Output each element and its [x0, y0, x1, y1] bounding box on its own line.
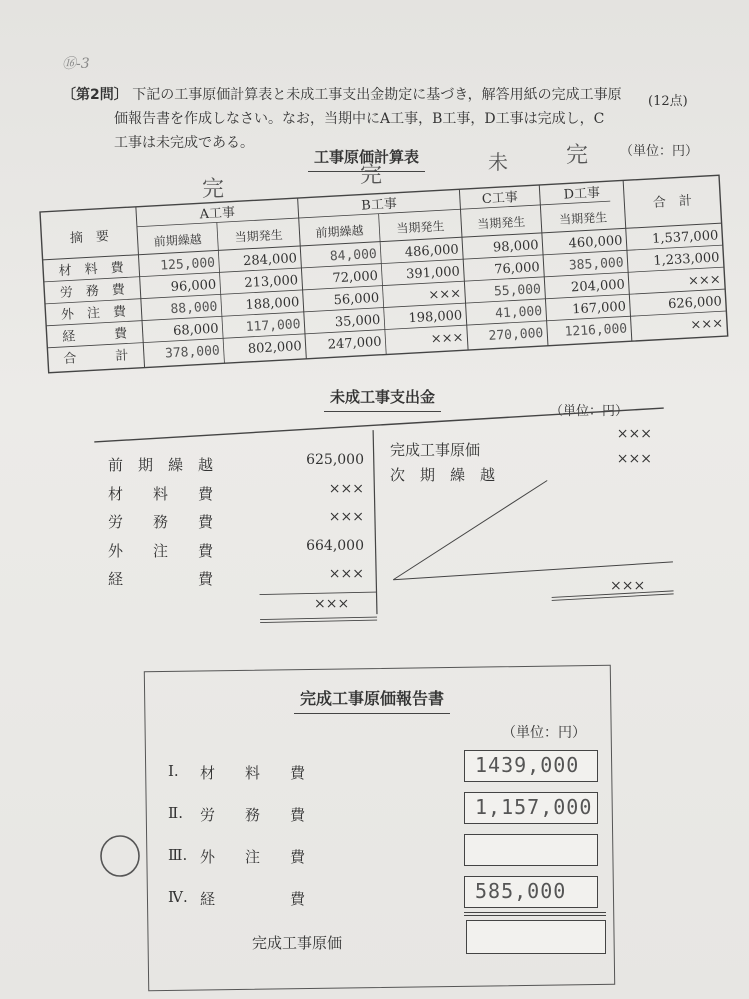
handwritten-mark-d: 完	[566, 143, 589, 168]
wip-debit-value-2: ×××	[328, 509, 364, 526]
cell-d_curr-0: 460,000	[568, 233, 623, 252]
wip-credit-total: ×××	[610, 578, 646, 594]
report-item-num-2: Ⅲ.	[168, 846, 188, 864]
cell-b_curr-0: 486,000	[404, 242, 460, 261]
wip-debit-value-0: 625,000	[306, 452, 364, 468]
wip-debit-total: ×××	[314, 596, 350, 612]
cell-b_prev-3: 35,000	[334, 312, 381, 331]
wip-credit-value-0: ×××	[616, 426, 652, 442]
question-text-1: 下記の工事原価計算表と未成工事支出金勘定に基づき，解答用紙の完成工事原	[132, 87, 622, 103]
wip-debit-label-4: 経 費	[108, 570, 214, 589]
wip-debit-label-3: 外 注 費	[108, 541, 214, 560]
cost-table-title: 工事原価計算表	[314, 148, 420, 166]
header-c-curr: 当期発生	[476, 214, 526, 232]
cell-b_prev-0: 84,000	[329, 246, 378, 265]
header-d-job: D工事	[563, 185, 601, 203]
cell-total-1: 1,233,000	[652, 250, 720, 269]
cell-c_curr-3: 41,000	[494, 304, 543, 322]
report-item-label-2: 外 注 費	[200, 848, 306, 866]
row-label-3: 経 費	[61, 326, 128, 345]
row-label-2: 外 注 費	[60, 304, 127, 323]
report-title: 完成工事原価報告書	[300, 686, 444, 709]
question-text-3: 工事は未完成である。	[114, 135, 254, 151]
report-unit: （単位：円）	[502, 725, 586, 741]
wip-account-title: 未成工事支出金	[330, 388, 436, 406]
cell-d_curr-1: 385,000	[568, 255, 625, 274]
wip-account-unit: （単位：円）	[550, 404, 629, 419]
report-item-label-3: 経 費	[200, 890, 306, 908]
cell-b_curr-3: 198,000	[408, 308, 463, 327]
report-item-answer-0: 1439,000	[475, 753, 580, 777]
cell-a_curr-0: 284,000	[242, 251, 298, 270]
cell-total-4: ×××	[689, 316, 724, 333]
cell-b_prev-2: 56,000	[333, 290, 380, 309]
wip-debit-value-4: ×××	[328, 566, 364, 583]
cell-total-3: 626,000	[667, 294, 723, 313]
wip-credit-label-1: 次 期 繰 越	[390, 466, 496, 484]
wip-debit-label-1: 材 料 費	[108, 484, 214, 503]
header-d-curr: 当期発生	[558, 210, 608, 227]
header-a-job: A工事	[199, 205, 236, 223]
report-item-num-1: Ⅱ.	[168, 804, 183, 822]
header-summary: 摘 要	[69, 229, 110, 247]
question-label: 〔第2問〕	[62, 87, 128, 103]
cell-a_prev-4: 378,000	[164, 343, 221, 362]
cell-total-2: ×××	[687, 272, 722, 290]
report-item-label-1: 労 務 費	[200, 806, 306, 824]
cell-d_curr-2: 204,000	[570, 277, 626, 296]
wip-debit-label-0: 前 期 繰 越	[108, 456, 214, 474]
cell-c_curr-2: 55,000	[493, 282, 542, 300]
cell-a_curr-3: 117,000	[245, 317, 301, 336]
wip-debit-value-3: 664,000	[306, 537, 364, 554]
header-b-prev: 前期繰越	[315, 223, 364, 241]
cell-a_prev-0: 125,000	[159, 255, 216, 274]
report-item-label-0: 材 料 費	[200, 764, 306, 782]
header-total: 合 計	[652, 193, 693, 211]
cell-a_prev-3: 68,000	[172, 321, 219, 339]
cell-a_curr-4: 802,000	[247, 339, 303, 357]
row-label-0: 材 料 費	[58, 260, 125, 280]
header-b-job: B工事	[360, 196, 398, 214]
report-item-answer-3: 585,000	[475, 879, 567, 903]
header-a-prev: 前期繰越	[153, 232, 203, 249]
handwritten-mark-a: 完	[202, 177, 225, 202]
question-points: (12点)	[648, 94, 688, 109]
cell-c_curr-0: 98,000	[492, 238, 539, 256]
report-item-num-3: Ⅳ.	[168, 888, 188, 906]
report-total-label: 完成工事原価	[252, 934, 343, 952]
cell-c_curr-1: 76,000	[493, 260, 541, 278]
wip-credit-value-1: ×××	[616, 451, 652, 467]
cost-table-unit: （単位：円）	[620, 144, 699, 159]
wip-debit-value-1: ×××	[328, 480, 364, 497]
row-label-4: 合 計	[63, 348, 129, 367]
header-b-curr: 当期発生	[396, 219, 445, 236]
header-a-curr: 当期発生	[234, 227, 283, 245]
cell-total-0: 1,537,000	[651, 228, 719, 247]
cell-b_prev-4: 247,000	[327, 334, 382, 353]
cell-d_curr-4: 1216,000	[564, 321, 628, 340]
row-label-1: 労 務 費	[59, 282, 126, 302]
cell-b_curr-1: 391,000	[405, 264, 461, 283]
cell-b_curr-4: ×××	[430, 330, 464, 348]
report-item-num-0: Ⅰ.	[168, 762, 179, 780]
wip-debit-label-2: 労 務 費	[108, 513, 214, 532]
report-item-answer-1: 1,157,000	[475, 795, 593, 819]
header-c-job: C工事	[481, 190, 519, 208]
cell-a_prev-1: 96,000	[170, 277, 217, 296]
cell-a_curr-1: 213,000	[243, 273, 299, 292]
cell-d_curr-3: 167,000	[571, 299, 627, 318]
cell-a_prev-2: 88,000	[170, 299, 218, 318]
cell-c_curr-4: 270,000	[488, 325, 544, 344]
cell-b_prev-1: 72,000	[332, 268, 379, 287]
question-text-2: 価報告書を作成しなさい。なお，当期中にA工事，B工事，D工事は完成し，C	[114, 111, 605, 127]
handwritten-mark-b: 完	[360, 163, 383, 188]
cell-a_curr-2: 188,000	[245, 295, 300, 314]
cell-b_curr-2: ×××	[427, 286, 462, 304]
page-code: ⑯-3	[62, 56, 90, 72]
wip-credit-label-0: 完成工事原価	[390, 441, 481, 459]
handwritten-mark-c: 未	[488, 150, 508, 174]
